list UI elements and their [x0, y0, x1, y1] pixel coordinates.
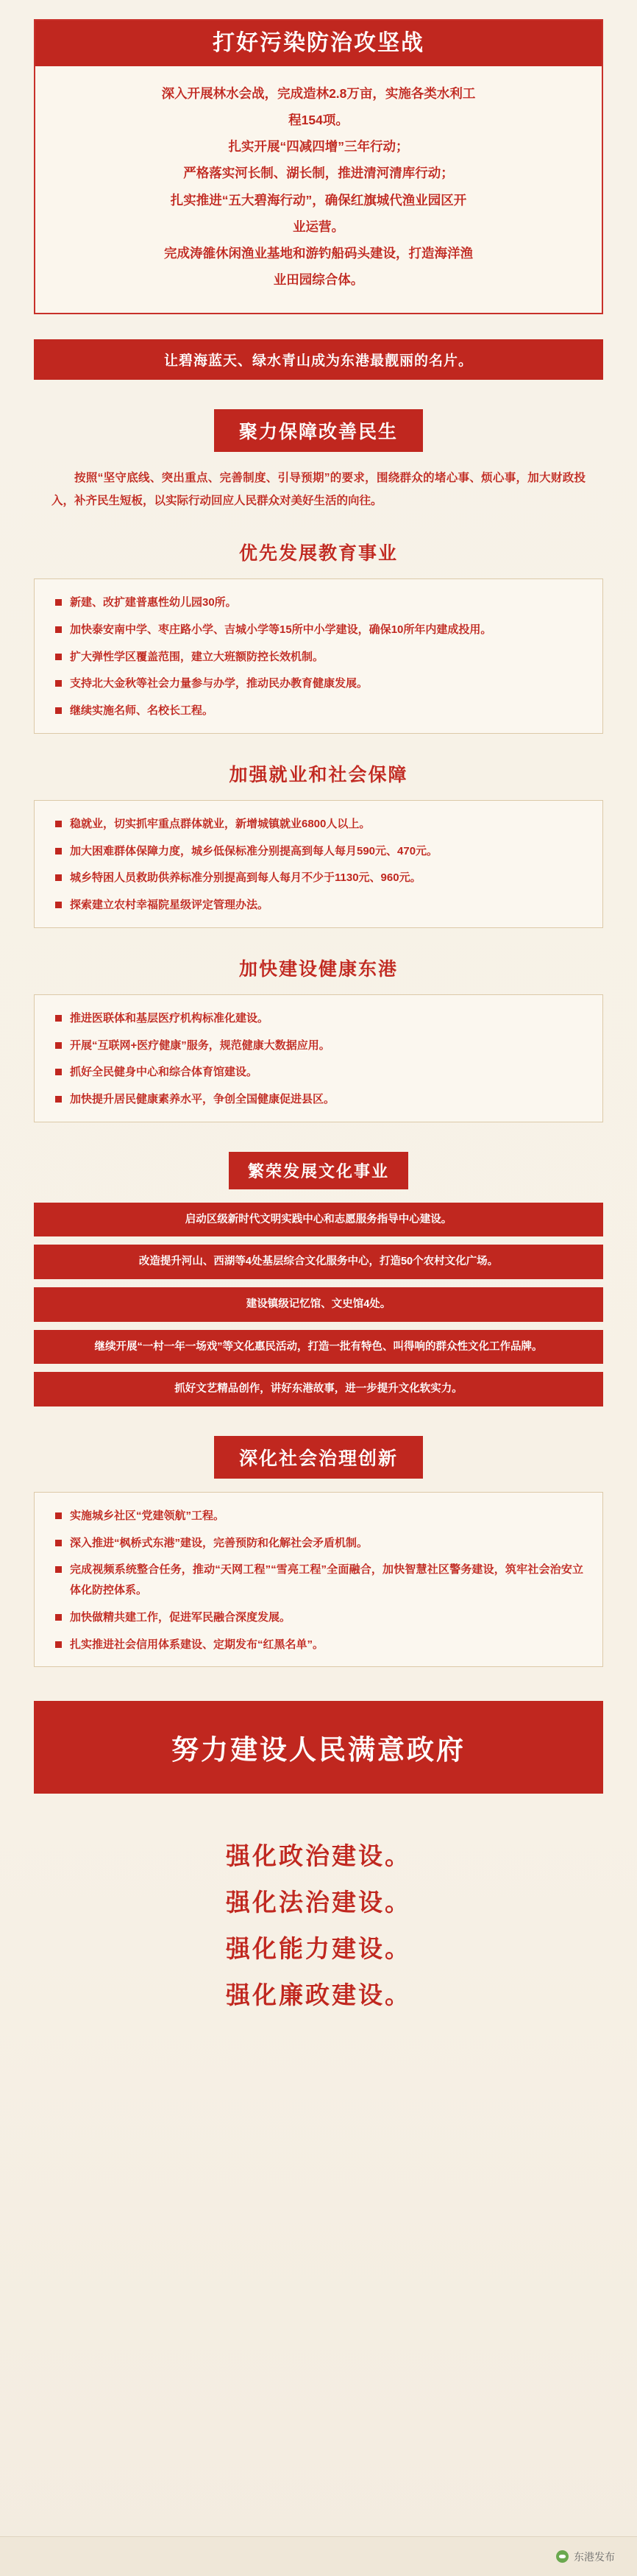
stripe-item: 继续开展“一村一年一场戏”等文化惠民活动，打造一批有特色、叫得响的群众性文化工作品牌。: [34, 1330, 603, 1365]
slogan-banner: 让碧海蓝天、绿水青山成为东港最靓丽的名片。: [34, 339, 603, 380]
employment-card: [34, 800, 603, 928]
pollution-line: 业田园综合体。: [273, 272, 364, 287]
slogan-item: 强化政治建设。: [226, 1842, 411, 1870]
employment-heading: 加强就业和社会保障: [229, 764, 408, 785]
wechat-icon: [556, 2550, 569, 2563]
livelihood-lead-text: 按照“坚守底线、突出重点、完善制度、引导预期”的要求，围绕群众的堵心事、烦心事，加大财政投入，补齐民生短板，以实际行动回应人民群众对美好生活的向往。: [51, 472, 586, 507]
pollution-line: 扎实推进“五大碧海行动”，确保红旗城代渔业园区开: [170, 192, 467, 208]
culture-section-title: 繁荣发展文化事业: [229, 1152, 408, 1189]
list-item: 加快提升居民健康素养水平，争创全国健康促进县区。: [54, 1089, 583, 1110]
list-item: 扎实推进社会信用体系建设、定期发布“红黑名单”。: [54, 1635, 583, 1655]
government-slogan-block: 努力建设人民满意政府: [34, 1701, 603, 1794]
footer-account-label: 东港发布: [574, 2550, 615, 2563]
pollution-line: 严格落实河长制、湖长制，推进清河清库行动；: [183, 166, 454, 181]
list-item: 继续实施名师、名校长工程。: [54, 701, 583, 721]
list-item: 支持北大金秋等社会力量参与办学，推动民办教育健康发展。: [54, 673, 583, 694]
governance-card: [34, 1492, 603, 1668]
list-item: 开展“互联网+医疗健康”服务，规范健康大数据应用。: [54, 1036, 583, 1056]
stripe-item: 建设镇级记忆馆、文史馆4处。: [34, 1287, 603, 1322]
list-item: 新建、改扩建普惠性幼儿园30所。: [54, 592, 583, 613]
pollution-line: 业运营。: [293, 219, 344, 234]
pollution-section-body: [35, 66, 602, 292]
list-item: 加快做精共建工作，促进军民融合深度发展。: [54, 1607, 583, 1628]
governance-section-title: 深化社会治理创新: [214, 1436, 423, 1479]
list-item: 抓好全民健身中心和综合体育馆建设。: [54, 1062, 583, 1083]
culture-stripe-list: [34, 1203, 603, 1406]
stripe-item: 改造提升河山、西湖等4处基层综合文化服务中心，打造50个农村文化广场。: [34, 1245, 603, 1279]
pollution-section-box: [34, 19, 603, 314]
pollution-line: 完成涛雒休闲渔业基地和游钓船码头建设，打造海洋渔: [164, 245, 473, 261]
stripe-item: 抓好文艺精品创作，讲好东港故事，进一步提升文化软实力。: [34, 1372, 603, 1406]
health-card: [34, 994, 603, 1122]
slogan-item: 强化法治建设。: [226, 1889, 411, 1917]
pollution-line: 深入开展林水会战，完成造林2.8万亩，实施各类水利工: [161, 86, 476, 101]
footer-bar: [0, 2536, 637, 2576]
governance-list: [54, 1506, 583, 1655]
health-list: [54, 1008, 583, 1110]
list-item: 城乡特困人员救助供养标准分别提高到每人每月不少于1130元、960元。: [54, 868, 583, 888]
list-item: 加快泰安南中学、枣庄路小学、吉城小学等15所中小学建设，确保10所年内建成投用。: [54, 620, 583, 640]
list-item: 加大困难群体保障力度，城乡低保标准分别提高到每人每月590元、470元。: [54, 841, 583, 862]
footer-account[interactable]: [556, 2550, 615, 2564]
employment-list: [54, 814, 583, 916]
list-item: 实施城乡社区“党建领航”工程。: [54, 1506, 583, 1526]
health-heading: 加快建设健康东港: [238, 958, 398, 980]
list-item: 探索建立农村幸福院星级评定管理办法。: [54, 895, 583, 916]
slogan-list: [0, 1833, 637, 2018]
pollution-line: 扎实开展“四减四增”三年行动；: [228, 139, 409, 155]
list-item: 稳就业，切实抓牢重点群体就业，新增城镇就业6800人以上。: [54, 814, 583, 835]
education-card: [34, 578, 603, 734]
list-item: 扩大弹性学区覆盖范围，建立大班额防控长效机制。: [54, 647, 583, 668]
pollution-section-title: 打好污染防治攻坚战: [35, 21, 602, 66]
stripe-item: 启动区级新时代文明实践中心和志愿服务指导中心建设。: [34, 1203, 603, 1237]
list-item: 完成视频系统整合任务，推动“天网工程”“雪亮工程”全面融合，加快智慧社区警务建设，筑牢社会治安立体化防控体系。: [54, 1560, 583, 1601]
education-heading: 优先发展教育事业: [238, 543, 398, 564]
education-list: [54, 592, 583, 721]
livelihood-section-title: 聚力保障改善民生: [214, 409, 423, 452]
list-item: 推进医联体和基层医疗机构标准化建设。: [54, 1008, 583, 1029]
slogan-item: 强化能力建设。: [226, 1934, 411, 1962]
slogan-item: 强化廉政建设。: [226, 1981, 411, 2009]
pollution-line: 程154项。: [288, 113, 349, 128]
list-item: 深入推进“枫桥式东港”建设，完善预防和化解社会矛盾机制。: [54, 1533, 583, 1554]
